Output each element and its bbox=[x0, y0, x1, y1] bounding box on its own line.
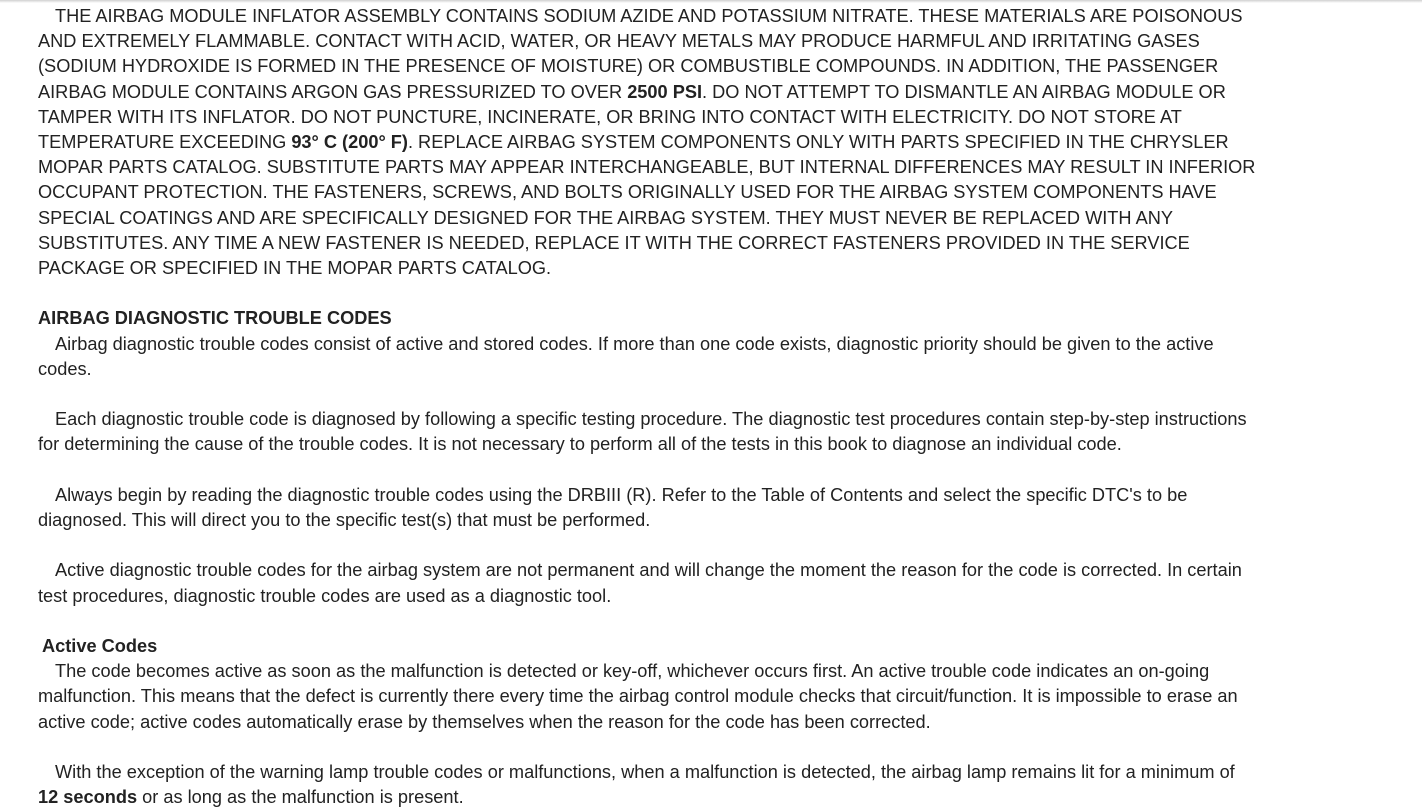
spacer bbox=[38, 382, 1260, 407]
warning-pressure: 2500 PSI bbox=[627, 81, 703, 102]
lamp-text-post: or as long as the malfunction is present. bbox=[137, 787, 464, 808]
dtc-paragraph-1: Airbag diagnostic trouble codes consist of active and stored codes. If more than one code exists, diagnostic priority should be given to the active codes. bbox=[38, 333, 1214, 379]
spacer bbox=[38, 533, 1260, 558]
spacer bbox=[38, 735, 1260, 760]
lamp-text-pre: With the exception of the warning lamp trouble codes or malfunctions, when a malfunction is detected, the airbag lamp remains lit for a minimum of bbox=[55, 762, 1235, 782]
warning-text-3: . REPLACE AIRBAG SYSTEM COMPONENTS ONLY WITH PARTS SPECIFIED IN THE CHRYSLER MOPAR PARTS CATALOG. SUBSTITUTE PARTS MAY APPEAR INTERCHANGEABLE, BUT INTERNAL DIFFERENCES MAY RESULT IN INFERIOR OCCUPANT PROTECTION. THE FASTENERS, SCREWS, AND BOLTS ORIGINALLY USED FOR THE AIRBAG SYSTEM COMPONENTS HAVE SPECIAL COATINGS AND ARE SPECIFICALLY DESIGNED FOR THE AIRBAG SYSTEM. THEY MUST NEVER BE REPLACED WITH ANY SUBSTITUTES. ANY TIME A NEW FASTENER IS NEEDED, REPLACE IT WITH THE CORRECT FASTENERS PROVIDED IN THE SERVICE PACKAGE OR SPECIFIED IN THE MOPAR PARTS CATALOG. bbox=[38, 132, 1256, 279]
active-codes-paragraph-1: The code becomes active as soon as the malfunction is detected or key-off, whichever occurs first. An active trouble code indicates an on-going malfunction. This means that the defect is currently there every time the airbag control module checks that circuit/function. It is impossible to erase an active code; active codes automatically erase by themselves when the reason for the code has been corrected. bbox=[38, 661, 1238, 732]
active-codes-paragraph-2 bbox=[38, 760, 1260, 810]
active-codes-heading: Active Codes bbox=[42, 636, 158, 656]
warning-text-2: . DO NOT ATTEMPT TO DISMANTLE AN AIRBAG MODULE OR TAMPER WITH ITS INFLATOR. DO NOT PUNCTURE, INCINERATE, OR BRING INTO CONTACT WITH ELECTRICITY. DO NOT STORE AT TEMPERATURE EXCEEDING bbox=[38, 81, 1226, 153]
airbag-warning-paragraph bbox=[38, 4, 1260, 281]
warning-text-1: THE AIRBAG MODULE INFLATOR ASSEMBLY CONTAINS SODIUM AZIDE AND POTASSIUM NITRATE. THESE MATERIALS ARE POISONOUS AND EXTREMELY FLAMMABLE. CONTACT WITH ACID, WATER, OR HEAVY METALS MAY PRODUCE HARMFUL AND IRRITATING GASES (SODIUM HYDROXIDE IS FORMED IN THE PRESENCE OF MOISTURE) OR COMBUSTIBLE COMPOUNDS. IN ADDITION, THE PASSENGER AIRBAG MODULE CONTAINS ARGON GAS PRESSURIZED TO OVER bbox=[38, 6, 1243, 102]
top-shadow bbox=[0, 0, 1422, 3]
spacer bbox=[38, 609, 1260, 634]
dtc-paragraph-4: Active diagnostic trouble codes for the airbag system are not permanent and will change the moment the reason for the code is corrected. In certain test procedures, diagnostic trouble codes are used as a diagnostic tool. bbox=[38, 560, 1242, 606]
spacer bbox=[38, 458, 1260, 483]
dtc-paragraph-3: Always begin by reading the diagnostic trouble codes using the DRBIII (R). Refer to the Table of Contents and select the specific DTC's to be diagnosed. This will direct you to the specific test(s) that must be performed. bbox=[38, 484, 1188, 531]
dtc-paragraph-2: Each diagnostic trouble code is diagnosed by following a specific testing procedure. The diagnostic test procedures contain step-by-step instructions for determining the cause of the trouble codes. It is not necessary to perform all of the tests in this book to diagnose an individual code. bbox=[38, 409, 1247, 455]
document-body bbox=[38, 4, 1260, 810]
spacer bbox=[38, 281, 1260, 306]
dtc-section-heading: AIRBAG DIAGNOSTIC TROUBLE CODES bbox=[38, 308, 392, 329]
warning-temperature: 93° C (200° F) bbox=[291, 132, 408, 153]
lamp-duration: 12 seconds bbox=[38, 787, 138, 808]
